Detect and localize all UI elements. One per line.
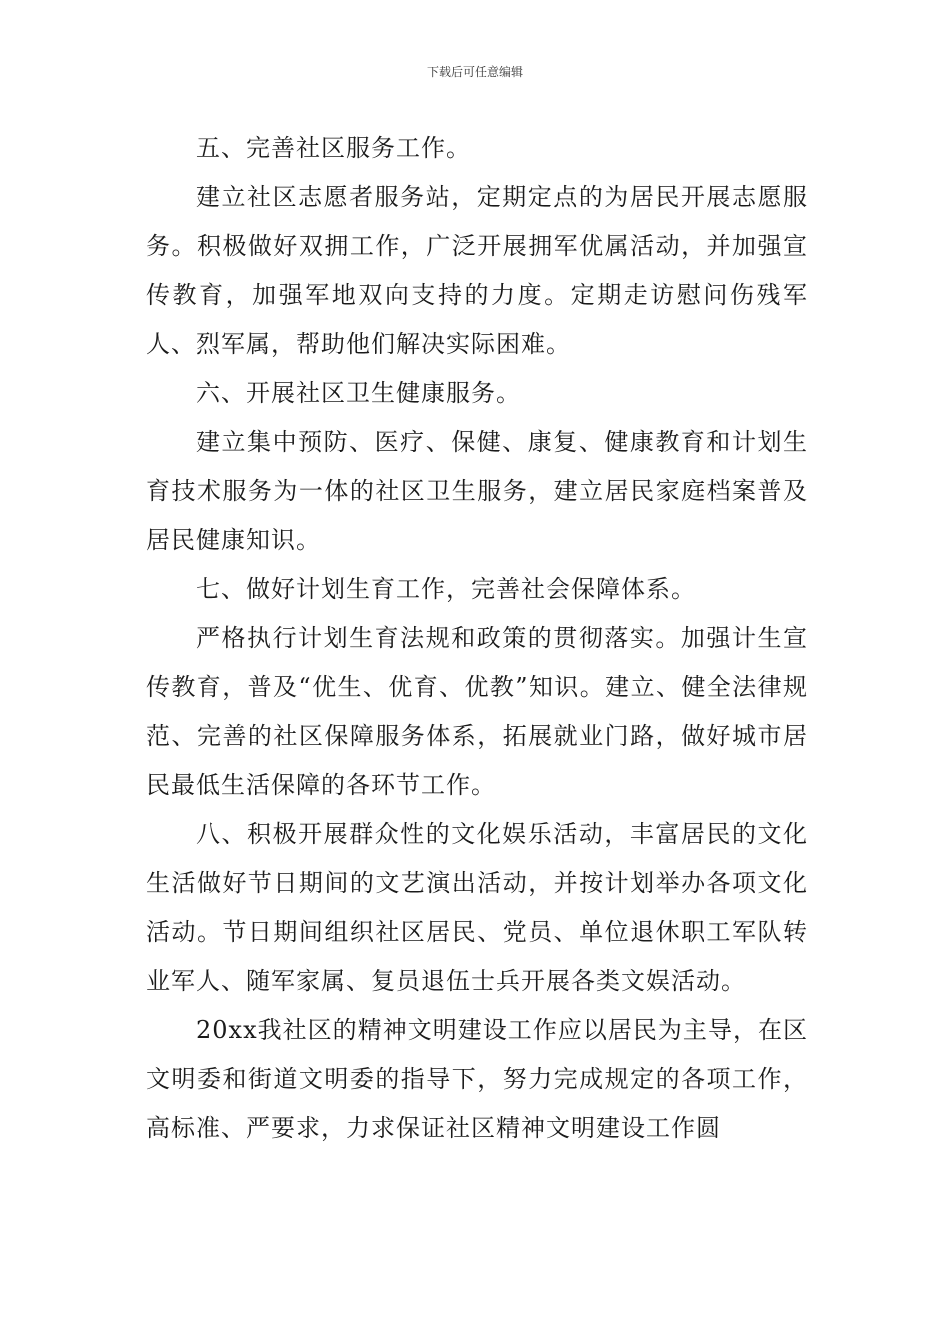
document-body <box>146 124 808 1153</box>
section-heading-5: 五、完善社区服务工作。 <box>196 134 471 162</box>
body-paragraph: 20xx我社区的精神文明建设工作应以居民为主导，在区文明委和街道文明委的指导下，努力完成规定的各项工作，高标准、严要求，力求保证社区精神文明建设工作圆 <box>146 1016 808 1142</box>
body-paragraph: 严格执行计划生育法规和政策的贯彻落实。加强计生宣传教育，普及“优生、优育、优教”知识。建立、健全法律规范、完善的社区保障服务体系，拓展就业门路，做好城市居民最低生活保障的各环节工作。 <box>146 624 808 799</box>
body-paragraph: 建立集中预防、医疗、保健、康复、健康教育和计划生育技术服务为一体的社区卫生服务，建立居民家庭档案普及居民健康知识。 <box>146 428 808 554</box>
section-heading-6: 六、开展社区卫生健康服务。 <box>196 379 521 407</box>
section-heading-8: 八、积极开展群众性的文化娱乐活动，丰富居民的文化生活做好节日期间的文艺演出活动，并按计划举办各项文化活动。节日期间组织社区居民、党员、单位退休职工军队转业军人、随军家属、复员退伍士兵开展各类文娱活动。 <box>146 820 808 995</box>
body-paragraph: 建立社区志愿者服务站，定期定点的为居民开展志愿服务。积极做好双拥工作，广泛开展拥军优属活动，并加强宣传教育，加强军地双向支持的力度。定期走访慰问伤残军人、烈军属，帮助他们解决实际困难。 <box>146 183 808 358</box>
page-header: 下载后可任意编辑 <box>426 65 523 79</box>
section-heading-7: 七、做好计划生育工作，完善社会保障体系。 <box>196 575 696 603</box>
